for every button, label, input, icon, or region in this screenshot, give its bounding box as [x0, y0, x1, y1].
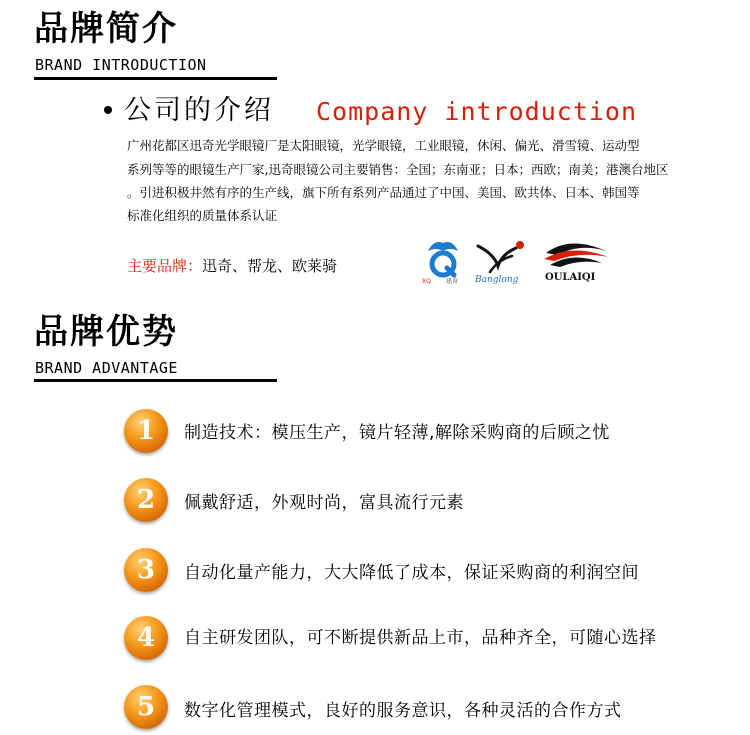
brand-intro-title: 品牌简介 — [34, 9, 178, 49]
advantage-text: 佩戴舒适，外观时尚，富具流行元素 — [184, 493, 464, 513]
number-1-icon: 1 — [124, 409, 168, 453]
brand-intro-subtitle: BRAND INTRODUCTION — [35, 56, 207, 74]
svg-text:Banglong: Banglong — [475, 275, 519, 285]
xunqi-logo — [420, 237, 466, 285]
brands-value: 迅奇、帮龙、欧莱骑 — [202, 257, 338, 275]
number-2-icon: 2 — [124, 478, 168, 522]
banglong-logo — [472, 236, 532, 286]
company-heading-cn: 公司的介绍 — [124, 95, 274, 126]
bullet-icon — [104, 106, 112, 114]
oulaiqi-logo — [540, 237, 612, 285]
number-3-icon: 3 — [124, 548, 168, 592]
company-heading-en: Company introduction — [316, 97, 638, 126]
intro-line: 系列等等的眼镜生产厂家,迅奇眼镜公司主要销售：全国；东南亚；日本；西欧；南美；港澳台地区 — [127, 162, 669, 177]
intro-line: 。引进积极井然有序的生产线，旗下所有系列产品通过了中国、美国、欧共体、日本、韩国等 — [127, 185, 640, 200]
advantage-text: 自主研发团队，可不断提供新品上市，品种齐全，可随心选择 — [184, 628, 657, 648]
advantage-text: 数字化管理模式，良好的服务意识，各种灵活的合作方式 — [184, 701, 622, 721]
brand-intro-rule — [34, 77, 277, 80]
svg-text:XQ: XQ — [422, 278, 431, 285]
intro-line: 标准化组织的质量体系认证 — [127, 208, 278, 223]
brand-advantage-rule — [34, 379, 277, 382]
svg-text:迅奇: 迅奇 — [446, 278, 459, 285]
svg-text:OULAIQI: OULAIQI — [545, 272, 596, 283]
advantage-text: 制造技术：模压生产，镜片轻薄,解除采购商的后顾之忧 — [184, 423, 610, 443]
advantage-text: 自动化量产能力，大大降低了成本，保证采购商的利润空间 — [184, 563, 639, 583]
brands-label: 主要品牌： — [127, 257, 203, 275]
number-4-icon: 4 — [124, 616, 168, 660]
number-5-icon: 5 — [124, 685, 168, 729]
brand-advantage-title: 品牌优势 — [34, 312, 178, 352]
intro-line: 广州花都区迅奇光学眼镜厂是太阳眼镜，光学眼镜，工业眼镜，休闲、偏光、滑雪镜、运动型 — [127, 138, 640, 153]
brand-advantage-subtitle: BRAND ADVANTAGE — [35, 359, 178, 377]
